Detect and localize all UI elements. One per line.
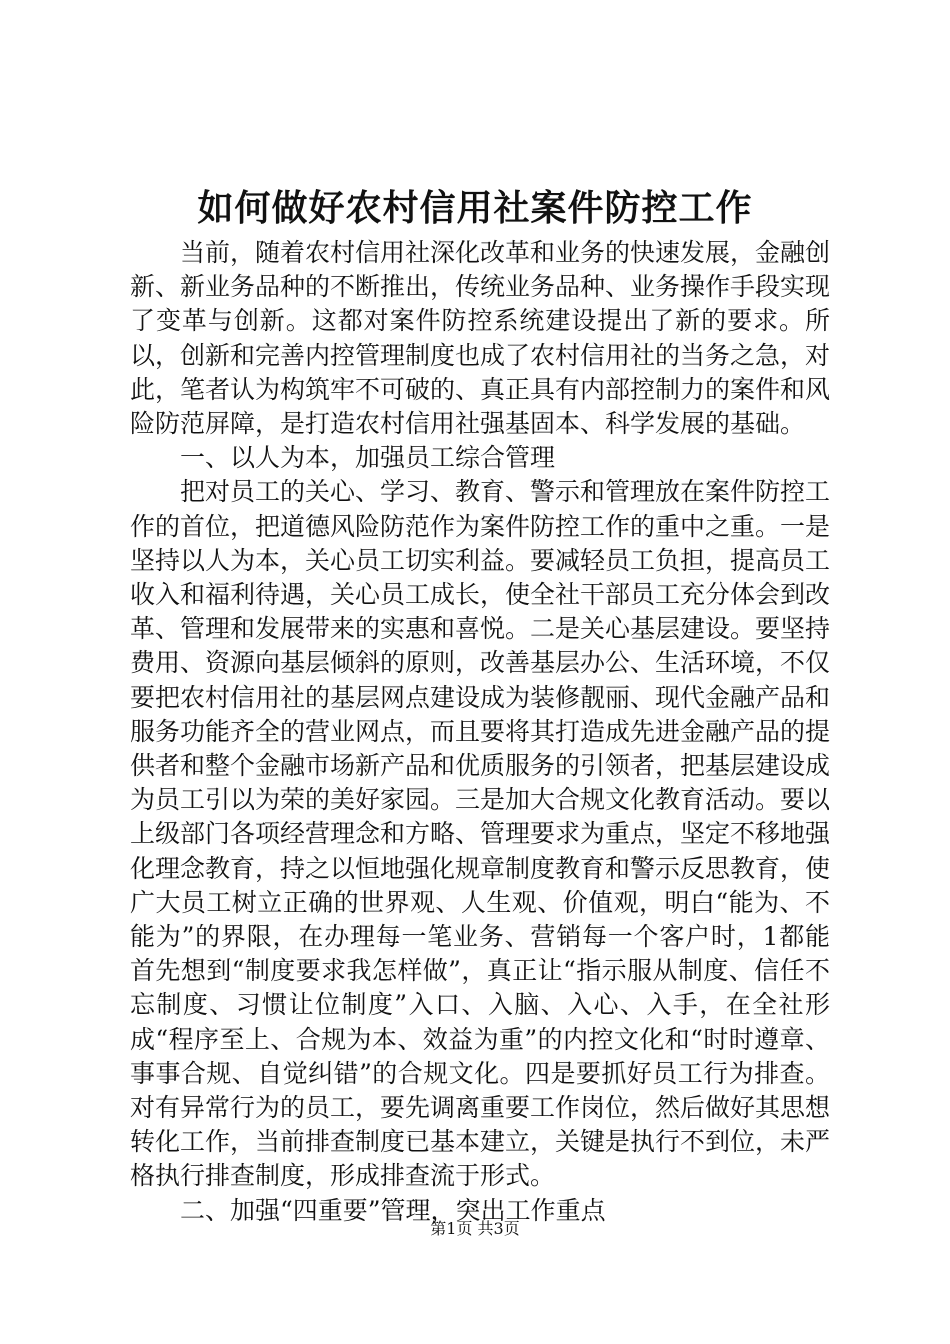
paragraph-section-1: 把对员工的关心、学习、教育、警示和管理放在案件防控工作的首位，把道德风险防范作为案件防控工作的重中之重。一是坚持以人为本，关心员工切实利益。要减轻员工负担，提高员工收入和福利待遇，关心员工成长，使全社干部员工充分体会到改革、管理和发展带来的实惠和喜悦。二是关心基层建设。要坚持费用、资源向基层倾斜的原则，改善基层办公、生活环境，不仅要把农村信用社的基层网点建设成为装修靓丽、现代金融产品和服务功能齐全的营业网点，而且要将其打造成先进金融产品的提供者和整个金融市场新产品和优质服务的引领者，把基层建设成为员工引以为荣的美好家园。三是加大合规文化教育活动。要以上级部门各项经营理念和方略、管理要求为重点，坚定不移地强化理念教育，持之以恒地强化规章制度教育和警示反思教育，使广大员工树立正确的世界观、人生观、价值观，明白“能为、不能为”的界限，在办理每一笔业务、营销每一个客户时，1都能首先想到“制度要求我怎样做”，真正让“指示服从制度、信任不忘制度、习惯让位制度”入口、入脑、入心、入手，在全社形成“程序至上、合规为本、效益为重”的内控文化和“时时遵章、事事合规、自觉纠错”的合规文化。四是要抓好员工行为排查。对有异常行为的员工，要先调离重要工作岗位，然后做好其思想转化工作，当前排查制度已基本建立，关键是执行不到位，未严格执行排查制度，形成排查流于形式。 <box>130 477 831 1191</box>
document-title: 如何做好农村信用社案件防控工作 <box>197 187 753 229</box>
page-footer: 第1页 共3页 <box>430 1219 520 1238</box>
section-heading-2: 二、加强“四重要”管理，突出工作重点 <box>180 1195 606 1225</box>
section-heading-1: 一、以人为本，加强员工综合管理 <box>180 443 556 473</box>
document-body <box>130 236 830 1228</box>
paragraph-intro: 当前，随着农村信用社深化改革和业务的快速发展，金融创新、新业务品种的不断推出，传统业务品种、业务操作手段实现了变革与创新。这都对案件防控系统建设提出了新的要求。所以，创新和完善内控管理制度也成了农村信用社的当务之急，对此，笔者认为构筑牢不可破的、真正具有内部控制力的案件和风险防范屏障，是打造农村信用社强基固本、科学发展的基础。 <box>130 238 831 439</box>
